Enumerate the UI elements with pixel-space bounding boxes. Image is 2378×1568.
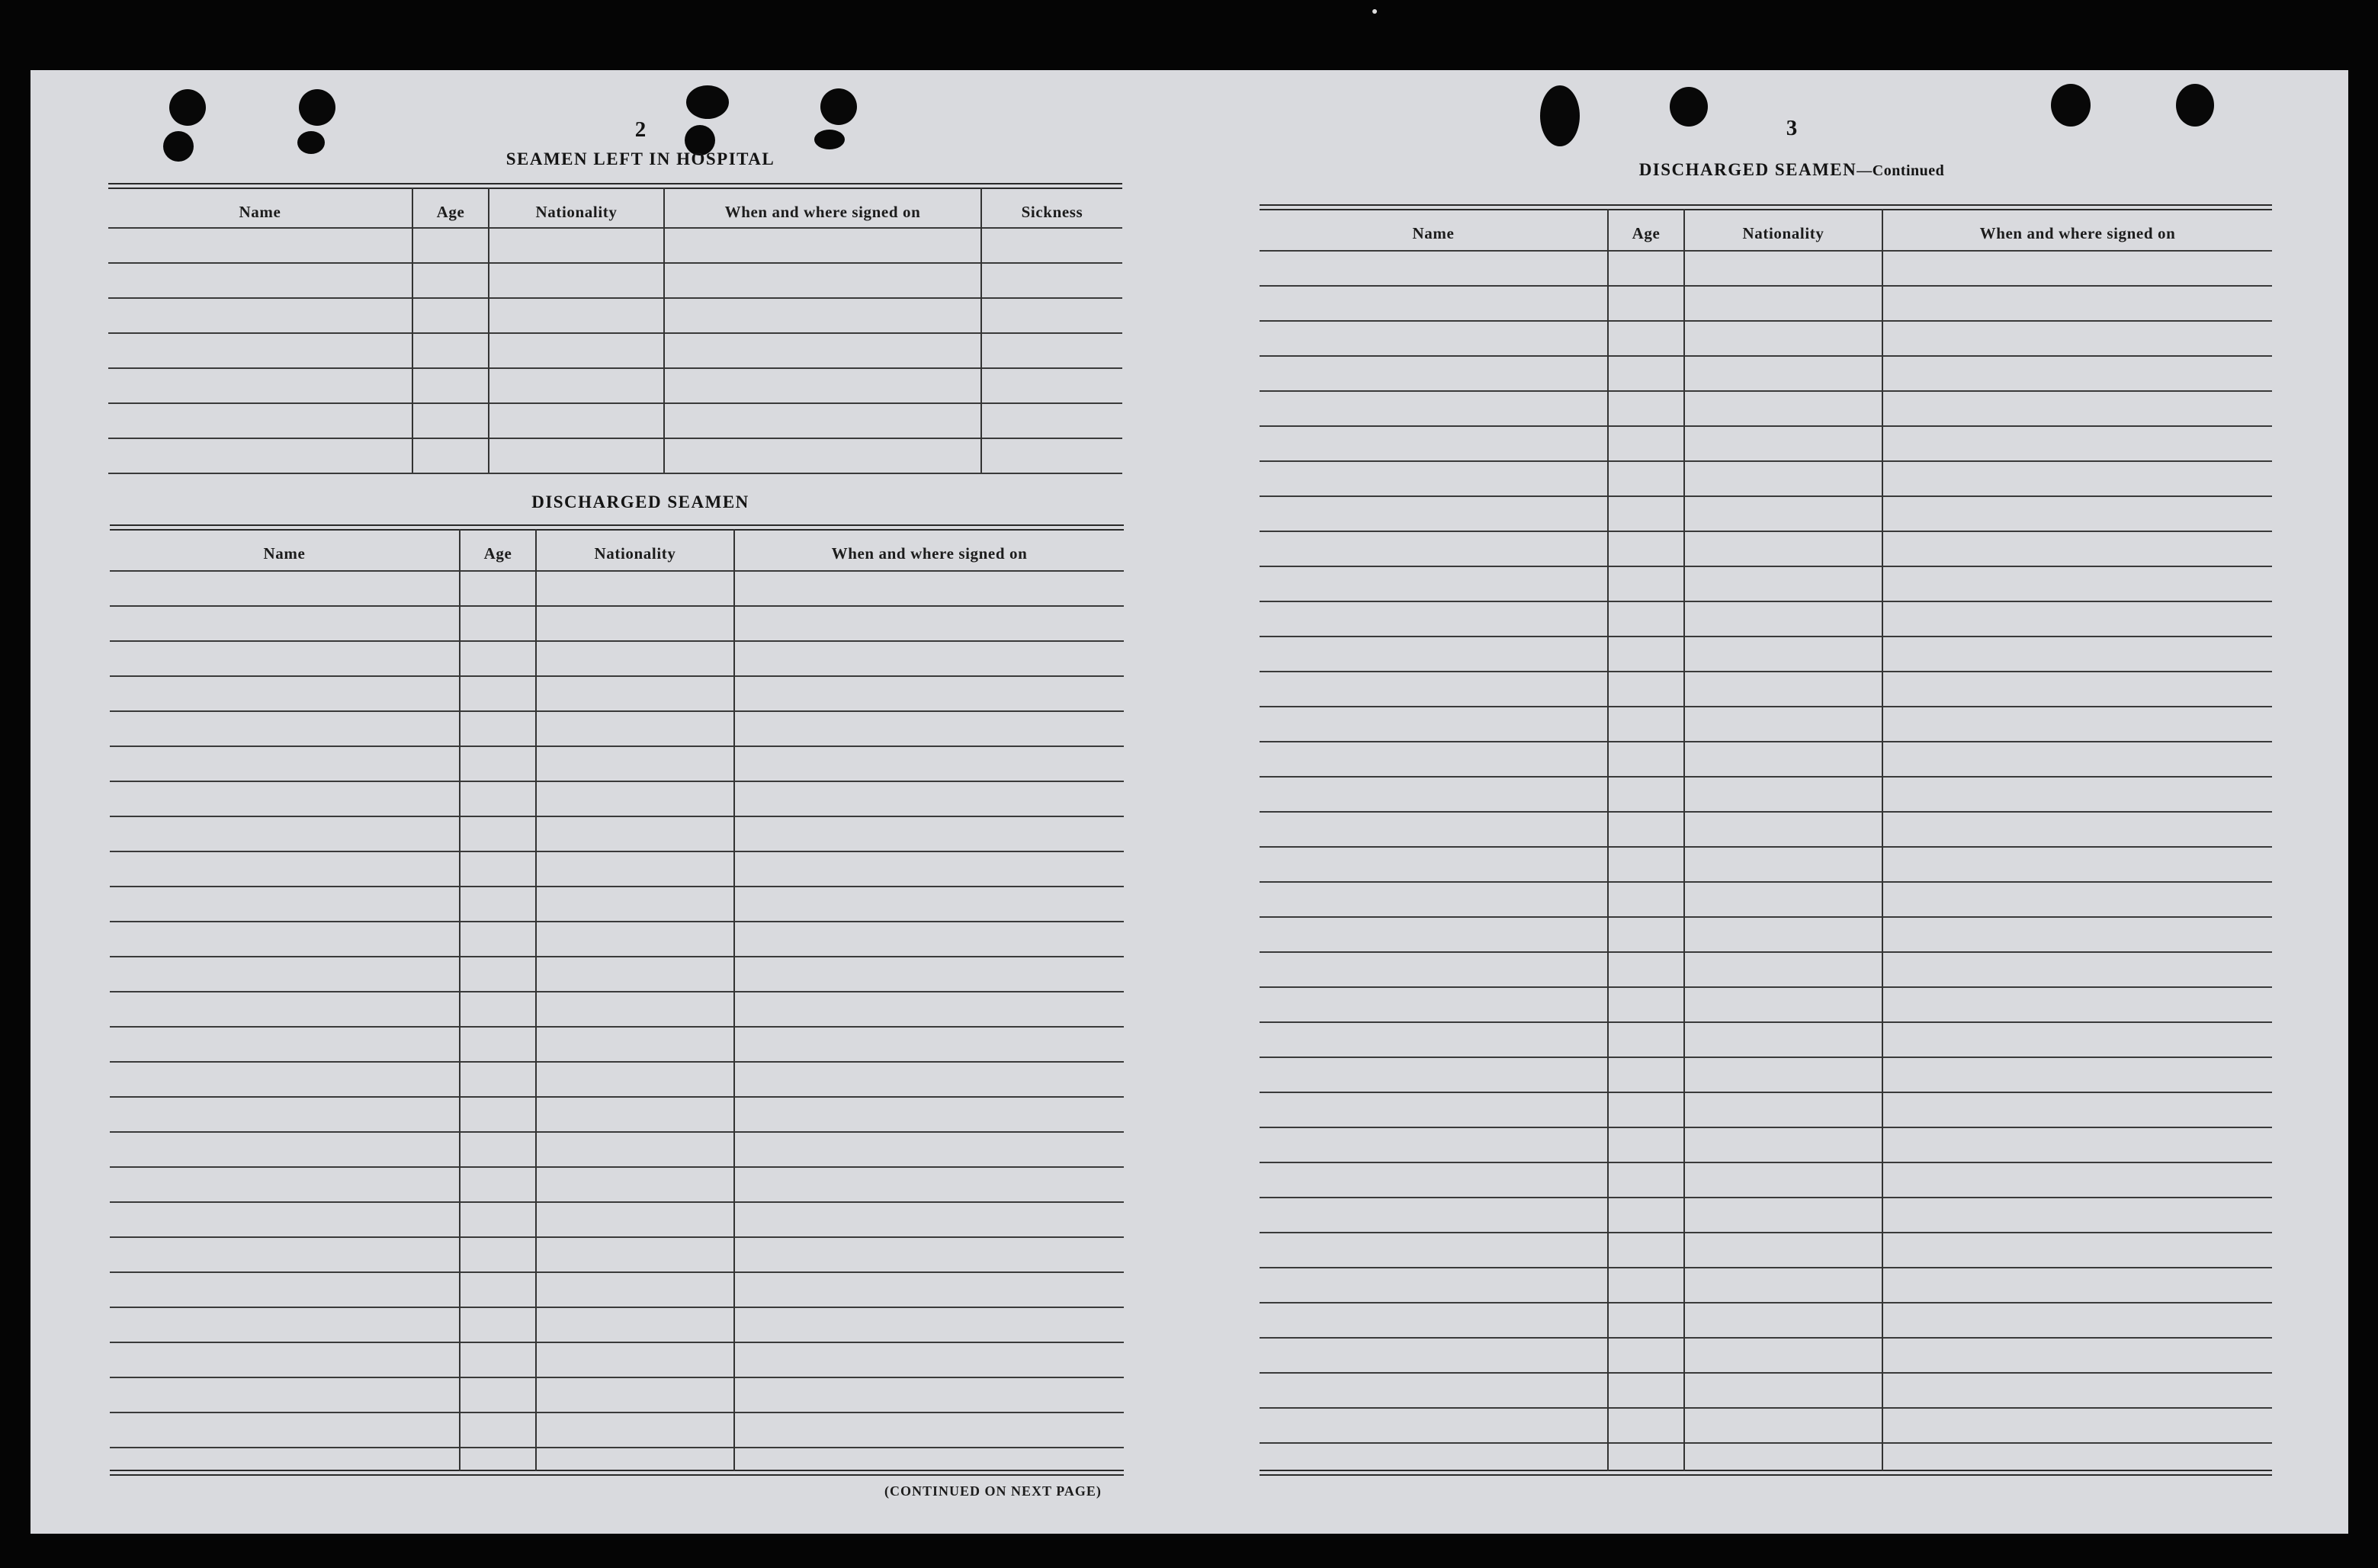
hospital-section-title: SEAMEN LEFT IN HOSPITAL xyxy=(505,149,775,168)
left-page-number: 2 xyxy=(634,117,647,142)
right-discharged-title xyxy=(1525,160,2059,180)
punch-hole-icon xyxy=(1670,87,1708,127)
hospital-col-name: Name xyxy=(239,203,281,221)
continued-note: (CONTINUED ON NEXT PAGE) xyxy=(884,1483,1102,1499)
hospital-col-age: Age xyxy=(436,203,465,221)
punch-hole-icon xyxy=(169,89,206,126)
dust-speck xyxy=(1372,9,1377,14)
discharged-col-name: Name xyxy=(263,544,306,563)
punch-hole-icon xyxy=(820,88,857,125)
punch-hole-icon xyxy=(2051,84,2091,127)
right-col-name: Name xyxy=(1412,224,1455,242)
hospital-col-nationality: Nationality xyxy=(535,203,618,221)
right-col-when-where: When and where signed on xyxy=(1979,224,2176,242)
punch-hole-icon xyxy=(2176,84,2214,127)
discharged-table-left xyxy=(110,524,1124,1508)
discharged-col-nationality: Nationality xyxy=(594,544,676,563)
punch-hole-icon xyxy=(163,131,194,162)
punch-hole-icon xyxy=(297,131,325,154)
punch-hole-icon xyxy=(686,85,729,119)
right-title-suffix: —Continued xyxy=(1857,162,1945,179)
discharged-section-title: DISCHARGED SEAMEN xyxy=(531,492,749,511)
right-title-main: DISCHARGED SEAMEN xyxy=(1638,160,1857,179)
punch-hole-icon xyxy=(299,89,335,126)
punch-hole-icon xyxy=(1540,85,1580,146)
right-col-nationality: Nationality xyxy=(1742,224,1824,242)
discharged-col-when-where: When and where signed on xyxy=(831,544,1028,563)
hospital-col-when-where: When and where signed on xyxy=(724,203,921,221)
discharged-table-right xyxy=(1260,204,2272,1493)
punch-hole-icon xyxy=(814,130,845,149)
discharged-col-age: Age xyxy=(483,544,512,563)
document-sheet xyxy=(30,70,2348,1534)
hospital-col-sickness: Sickness xyxy=(1021,203,1083,221)
right-page-number: 3 xyxy=(1786,116,1798,140)
right-col-age: Age xyxy=(1632,224,1661,242)
